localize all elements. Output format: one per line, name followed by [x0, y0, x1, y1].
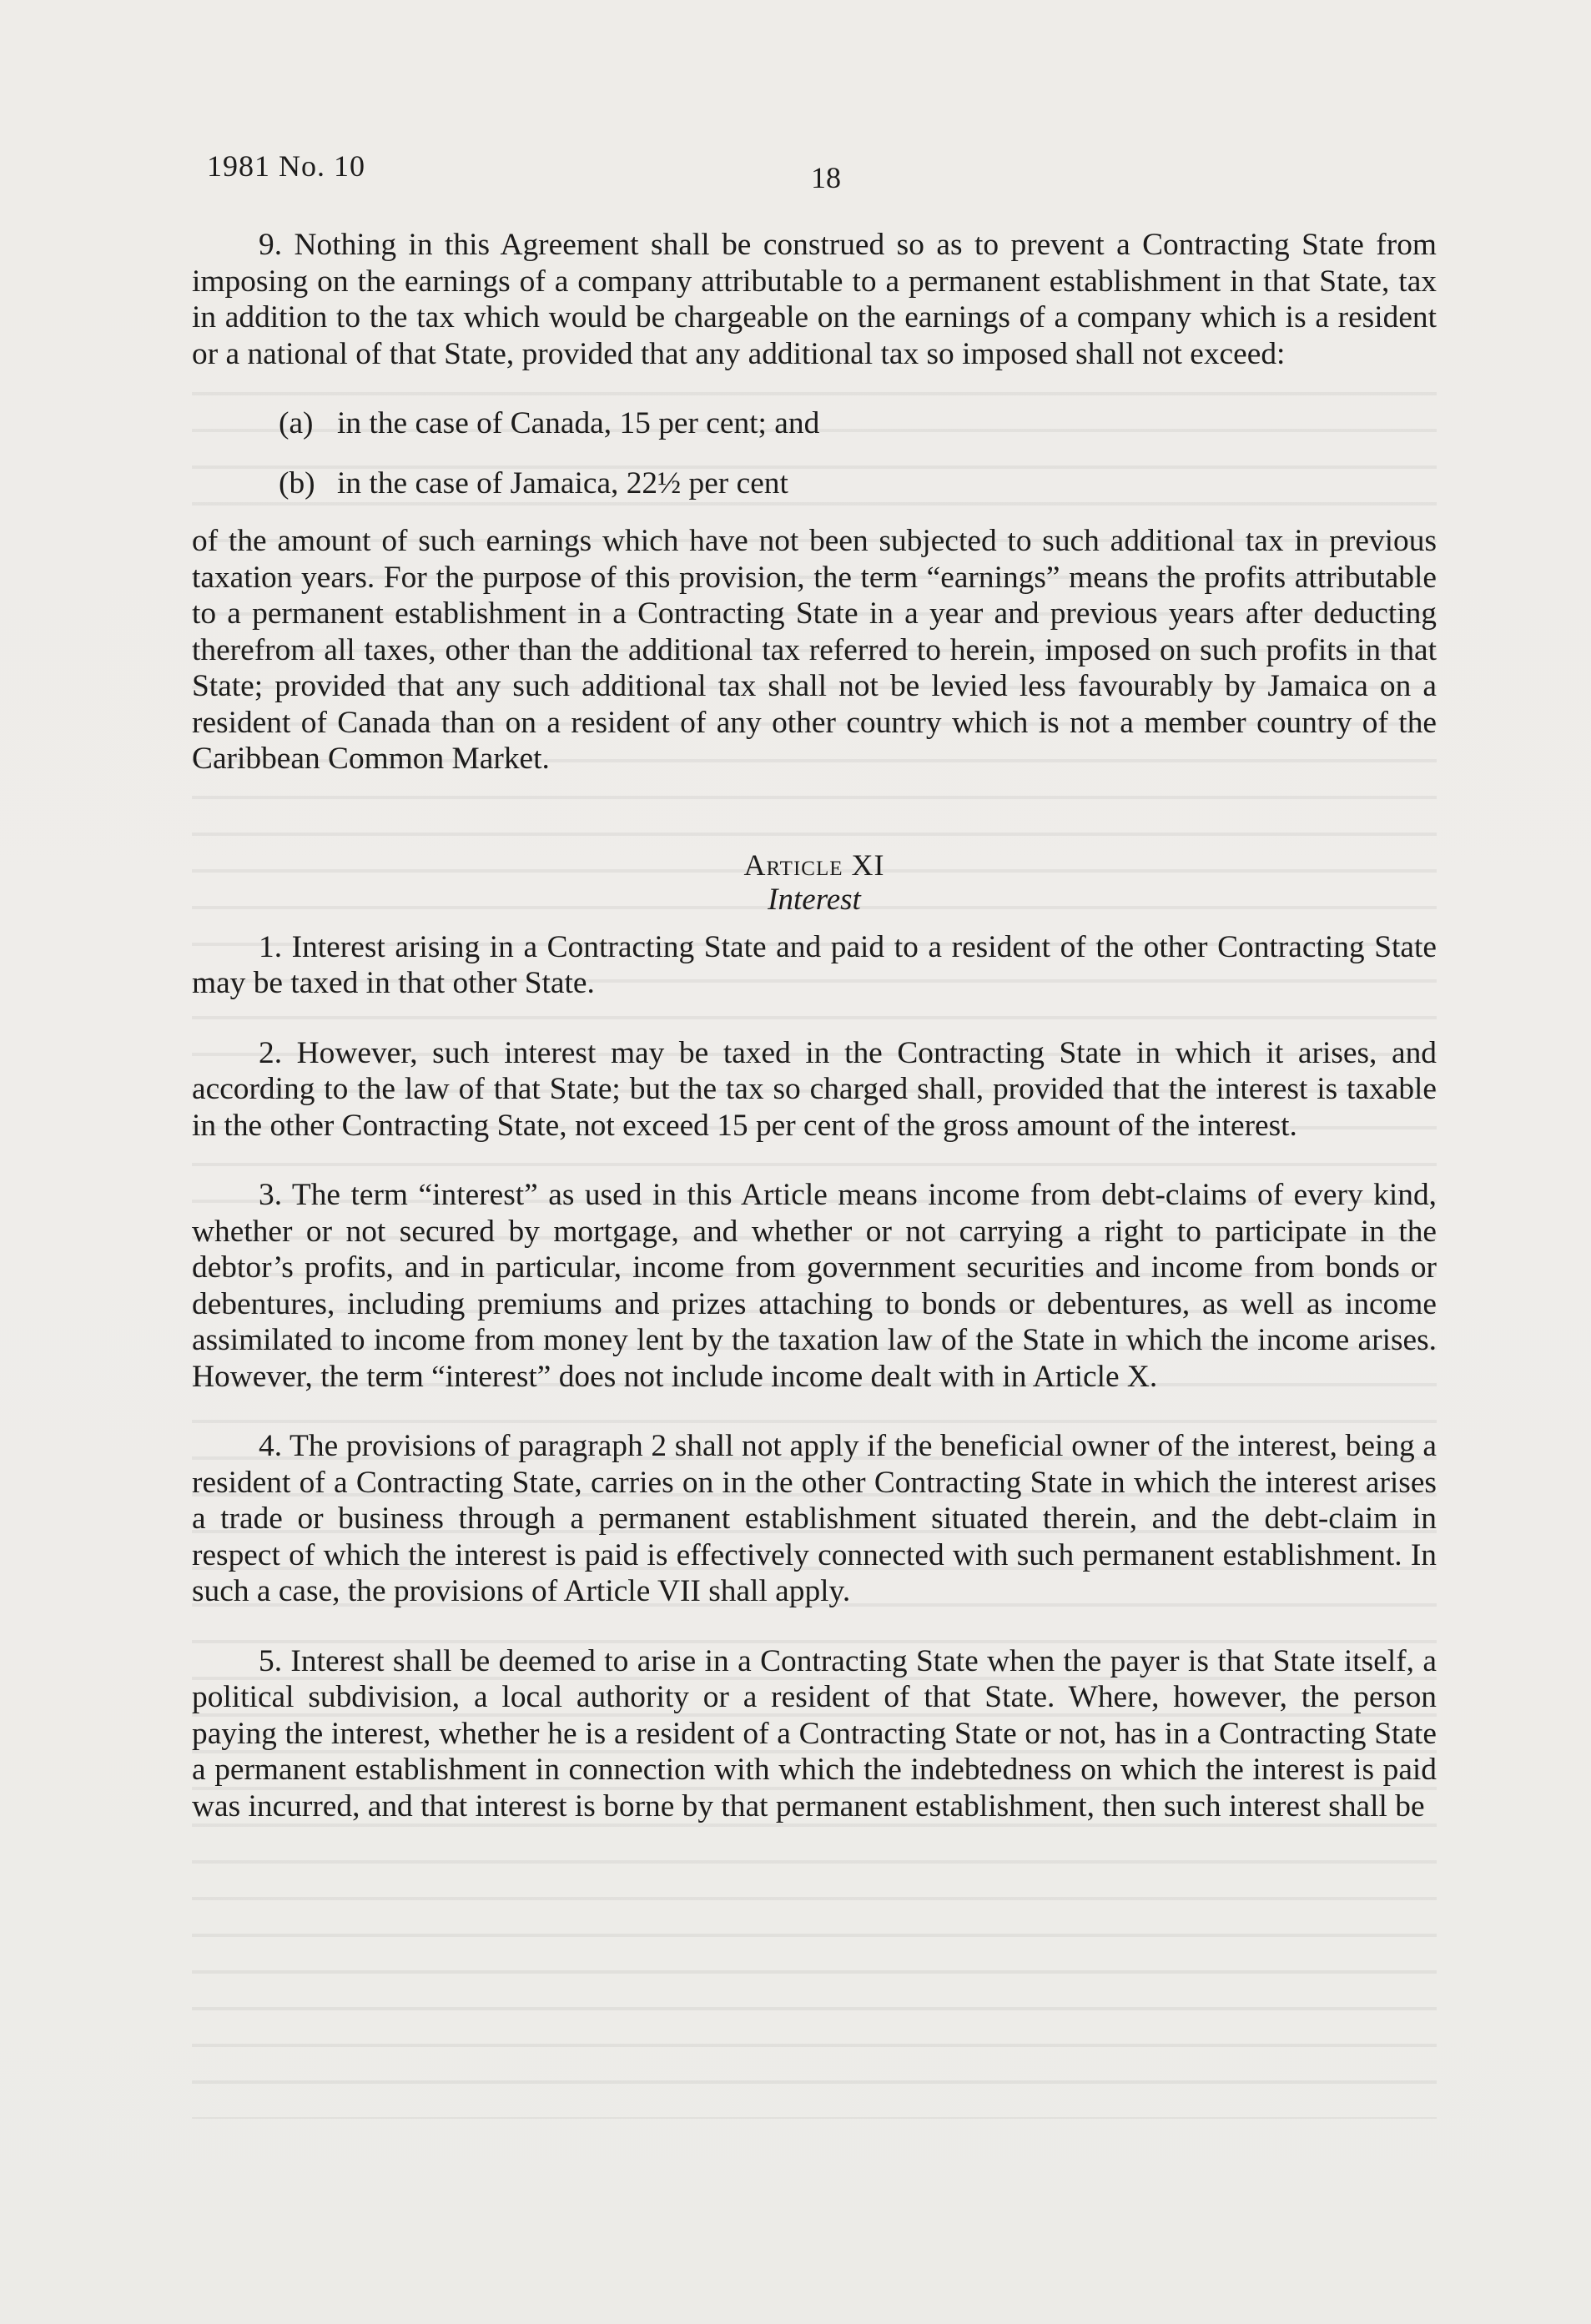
paragraph-9-list [192, 405, 1437, 501]
paragraph-9-intro: 9. Nothing in this Agreement shall be construed so as to prevent a Contracting State from imposing on the earnings of a company attributable to a permanent establishment in that State, tax in addition to the tax which would be chargeable on the earnings of a company which is a resident or a national of that State, provided that any additional tax so imposed shall not exceed: [192, 228, 1437, 371]
paragraph-9-tail: of the amount of such earnings which have not been subjected to such additional tax in previous taxation years. For the purpose of this provision, the term “earnings” means the profits attributable to a permanent establishment in a Contracting State in a year and previous years after deducting therefrom all taxes, other than the additional tax referred to herein, imposed on such profits in that State; provided that any such additional tax shall not be levied less favourably by Jamaica on a resident of Canada than on a resident of any other country which is not a member country of the Caribbean Common Market. [192, 524, 1437, 776]
list-item-a [192, 405, 1437, 442]
article-paragraph-1: 1. Interest arising in a Contracting State and paid to a resident of the other Contracting State may be taxed in that other State. [192, 929, 1437, 1000]
article-paragraph-5: 5. Interest shall be deemed to arise in a Contracting State when the payer is that State itself, a political subdivision, a local authority or a resident of that State. Where, however, the person paying the interest, whether he is a resident of a Contracting State or not, has in a Contracting State a permanent establishment in connection with which the indebtedness on which the interest is paid was incurred, and that interest is borne by that permanent establishment, then such interest shall be [192, 1643, 1437, 1823]
article-paragraph-3: 3. The term “interest” as used in this Article means income from debt-claims of every kind, whether or not secured by mortgage, and whether or not carrying a right to participate in the debtor’s profits, and in particular, income from government securities and income from bonds or debentures, including premiums and prizes attaching to bonds or debentures, as well as income assimilated to income from money lent by the taxation law of the State in which the income arises. However, the term “interest” does not include income dealt with in Article X. [192, 1178, 1437, 1394]
list-item-a-text: in the case of Canada, 15 per cent; and [337, 406, 820, 440]
running-header: 1981 No. 10 [207, 149, 365, 183]
document-body [192, 227, 1437, 1824]
list-item-b-text: in the case of Jamaica, 22½ per cent [337, 465, 788, 501]
article-paragraph-4: 4. The provisions of paragraph 2 shall not apply if the beneficial owner of the interest, being a resident of a Contracting State, carries on in the other Contracting State in which the interest arises a trade or business through a permanent establishment situated therein, and the debt-claim in respect of which the interest is paid is effectively connected with such permanent establishment. In such a case, the provisions of Article VII shall apply. [192, 1429, 1437, 1608]
article-paragraph-2: 2. However, such interest may be taxed in the Contracting State in which it arises, and according to the law of that State; but the tax so charged shall, provided that the interest is taxable in the other Contracting State, not exceed 15 per cent of the gross amount of the interest. [192, 1035, 1437, 1143]
list-item-b [192, 465, 1437, 502]
list-item-a-label: (a) [279, 406, 314, 440]
article-heading-text: Article XI [743, 848, 885, 882]
list-item-b-label: (b) [279, 465, 315, 501]
page-number: 18 [811, 161, 841, 194]
article-heading [192, 848, 1437, 883]
article-title: Interest [768, 882, 861, 917]
